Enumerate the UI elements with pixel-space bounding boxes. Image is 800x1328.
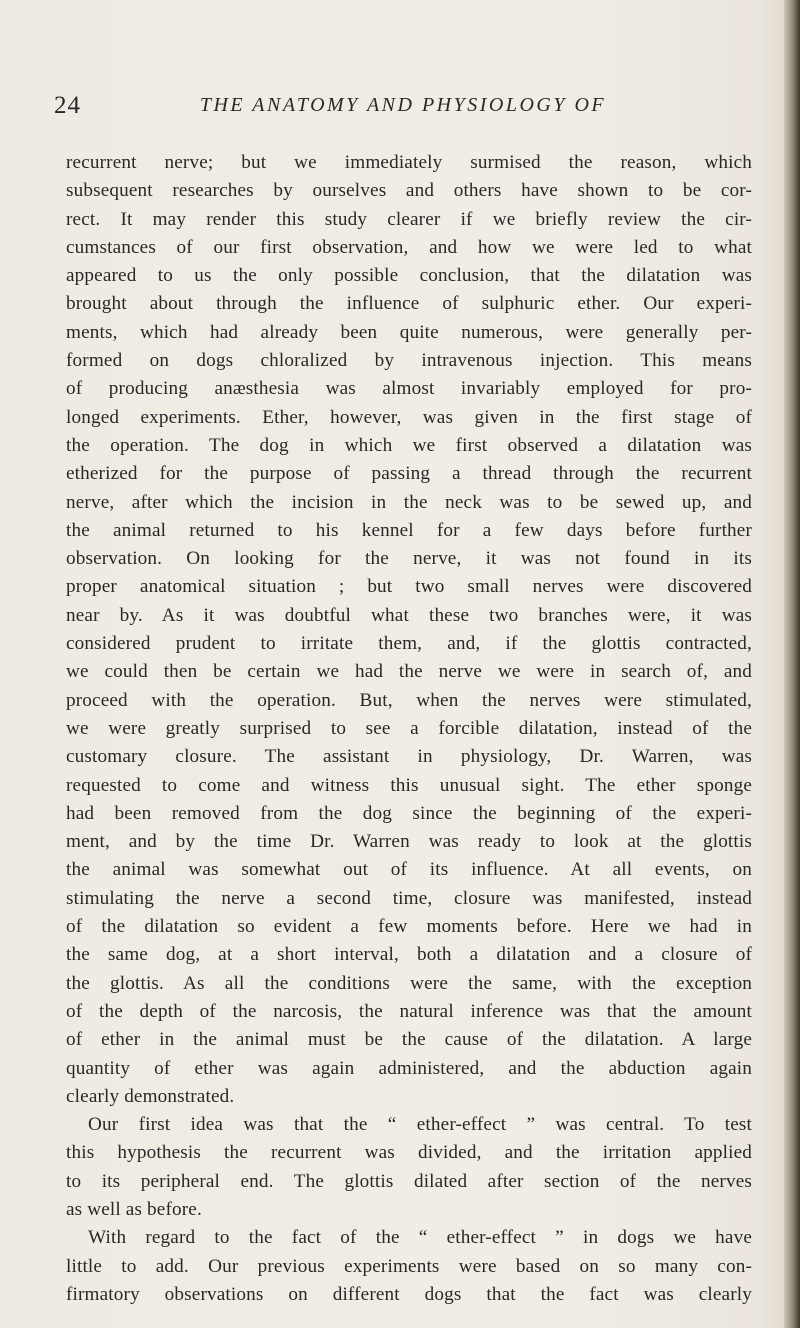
text-line: the operation. The dog in which we first observed a dilatation was <box>66 434 752 456</box>
text-line: formed on dogs chloralized by intravenous injection. This means <box>66 350 752 372</box>
text-line: of the depth of the narcosis, the natural inference was that the amount <box>66 1000 752 1022</box>
text-line: cumstances of our first observation, and how we were led to what <box>66 236 752 258</box>
text-line: we were greatly surprised to see a forcible dilatation, instead of the <box>66 717 752 739</box>
text-line: ment, and by the time Dr. Warren was ready to look at the glottis <box>66 831 752 853</box>
text-line: proceed with the operation. But, when the nerves were stimulated, <box>66 689 752 711</box>
text-line: to its peripheral end. The glottis dilated after section of the nerves <box>66 1170 752 1192</box>
text-line: stimulating the nerve a second time, closure was manifested, instead <box>66 887 752 909</box>
text-line: of producing anæsthesia was almost invariably employed for pro- <box>66 378 752 400</box>
text-line: observation. On looking for the nerve, it was not found in its <box>66 548 752 570</box>
text-line: proper anatomical situation ; but two small nerves were discovered <box>66 576 752 598</box>
page-header <box>52 86 754 126</box>
text-line: recurrent nerve; but we immediately surmised the reason, which <box>66 152 752 173</box>
text-line: considered prudent to irritate them, and, if the glottis contracted, <box>66 633 752 655</box>
paragraph <box>66 1111 752 1224</box>
paragraph <box>66 149 752 1111</box>
text-line: of ether in the animal must be the cause of the dilatation. A large <box>66 1029 752 1051</box>
page-number: 24 <box>54 92 81 119</box>
text-line: little to add. Our previous experiments were based on so many con- <box>66 1255 752 1277</box>
text-line: nerve, after which the incision in the neck was to be sewed up, and <box>66 491 752 513</box>
text-line: firmatory observations on different dogs that the fact was clearly <box>66 1283 752 1305</box>
paragraph <box>66 1224 752 1309</box>
text-line: the same dog, at a short interval, both a dilatation and a closure of <box>66 944 752 966</box>
text-line: the glottis. As all the conditions were the same, with the exception <box>66 972 752 994</box>
text-line: near by. As it was doubtful what these two branches were, it was <box>66 604 752 626</box>
text-line: brought about through the influence of sulphuric ether. Our experi- <box>66 293 752 315</box>
text-line: of the dilatation so evident a few moments before. Here we had in <box>66 916 752 938</box>
text-line: as well as before. <box>66 1198 202 1220</box>
text-line: the animal was somewhat out of its influence. At all events, on <box>66 859 752 881</box>
text-line: etherized for the purpose of passing a thread through the recurrent <box>66 463 752 485</box>
text-line: Our first idea was that the “ ether-effect ” was central. To test <box>88 1114 752 1136</box>
text-line: rect. It may render this study clearer if we briefly review the cir- <box>66 208 752 230</box>
text-line: With regard to the fact of the “ ether-effect ” in dogs we have <box>88 1227 752 1249</box>
text-line: clearly demonstrated. <box>66 1085 235 1107</box>
text-line: quantity of ether was again administered, and the abduction again <box>66 1057 752 1079</box>
text-line: customary closure. The assistant in physiology, Dr. Warren, was <box>66 746 752 768</box>
text-line: appeared to us the only possible conclusion, that the dilatation was <box>66 265 752 287</box>
body-text <box>66 149 752 1309</box>
text-line: subsequent researches by ourselves and others have shown to be cor- <box>66 180 752 202</box>
text-line: requested to come and witness this unusual sight. The ether sponge <box>66 774 752 796</box>
page-spine-shadow <box>784 0 800 1328</box>
text-line: ments, which had already been quite numerous, were generally per- <box>66 321 752 343</box>
text-line: the animal returned to his kennel for a few days before further <box>66 519 752 541</box>
text-line: longed experiments. Ether, however, was given in the first stage of <box>66 406 752 428</box>
text-line: we could then be certain we had the nerve we were in search of, and <box>66 661 752 683</box>
text-line: had been removed from the dog since the beginning of the experi- <box>66 802 752 824</box>
text-line: this hypothesis the recurrent was divided, and the irritation applied <box>66 1142 752 1164</box>
running-title: THE ANATOMY AND PHYSIOLOGY OF <box>199 94 607 116</box>
